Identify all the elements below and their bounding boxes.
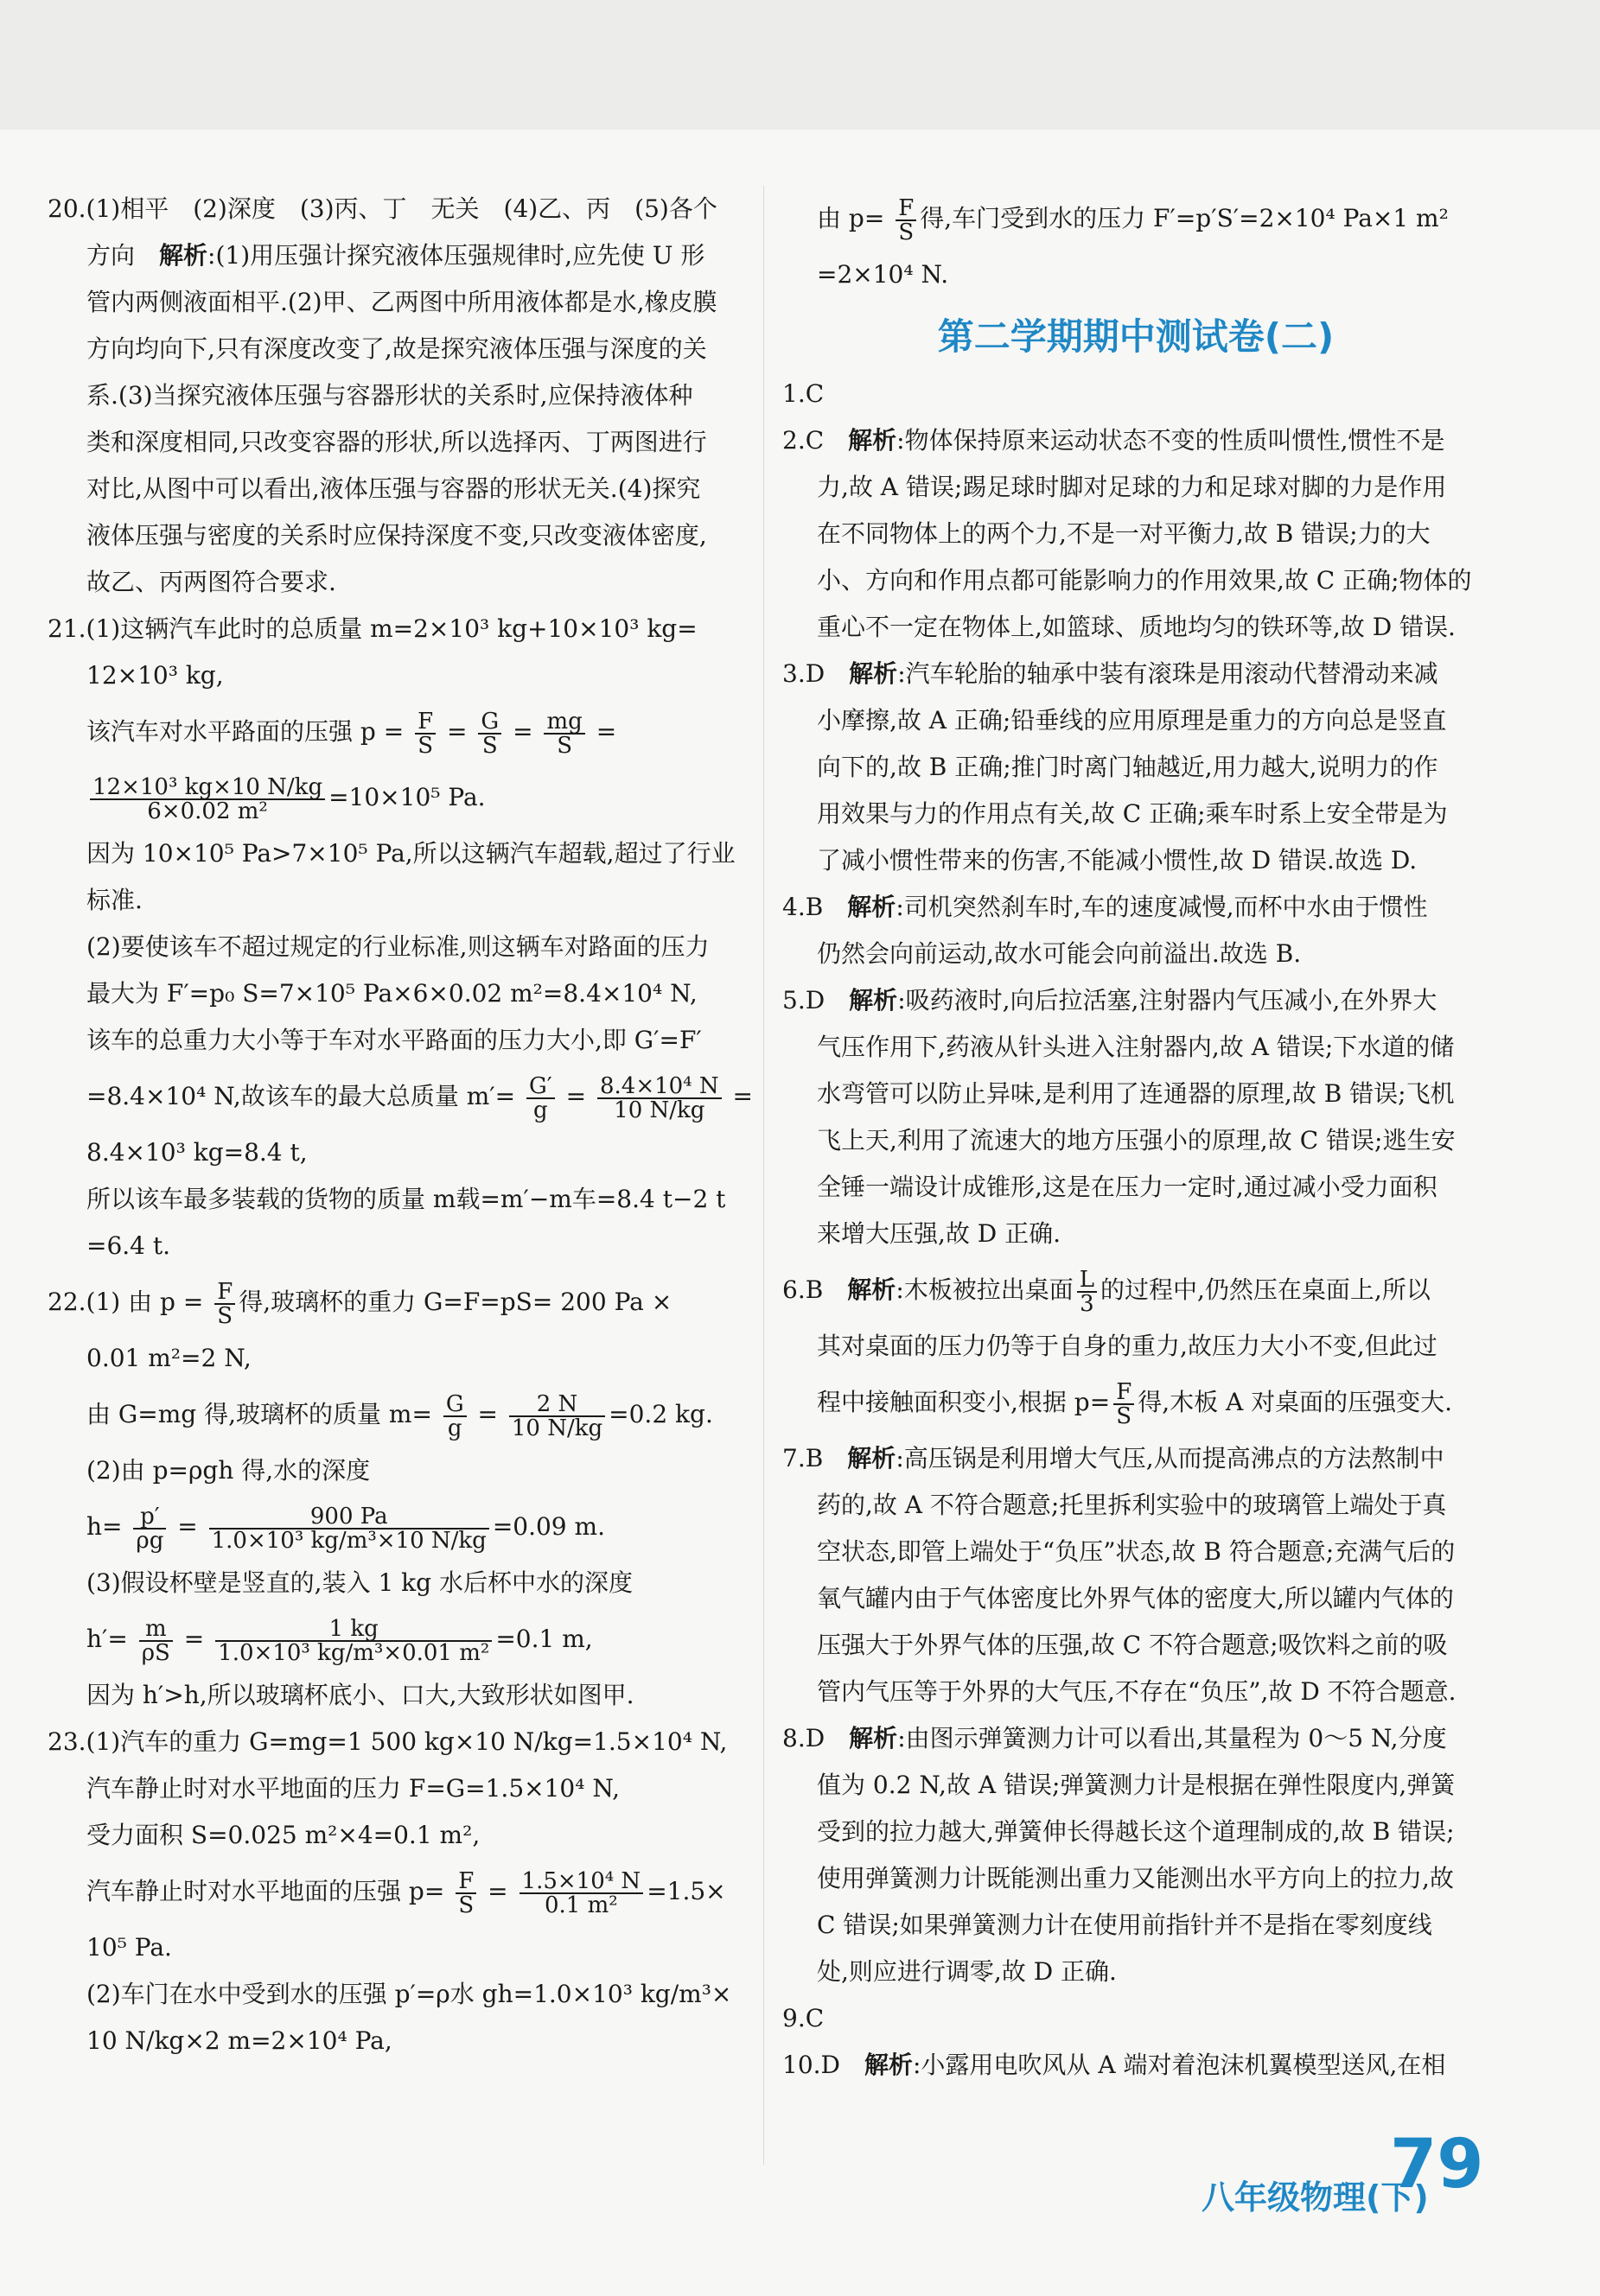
fraction: $\frac{1 kg}{\text{1.0×10³ kg/m³×0.01 m²}}$: [215, 1618, 492, 1664]
analysis-label: 解析: [848, 426, 897, 455]
answer-2: 小、方向和作用点都可能影响力的作用效果,故 C 正确;物体的: [817, 566, 1472, 595]
answer-2: 力,故 A 错误;踢足球时脚对足球的力和足球对脚的力是作用: [817, 473, 1447, 501]
answer-4: 4.B 解析:司机突然刹车时,车的速度减慢,而杯中水由于惯性: [782, 893, 1428, 921]
answer-6: 其对桌面的压力仍等于自身的重力,故压力大小不变,但此过: [817, 1332, 1437, 1360]
q23-line: 汽车静止时对水平地面的压力 F=G=1.5×10⁴ N,: [86, 1774, 620, 1803]
fraction: $\frac{G}{g}$: [443, 1393, 467, 1440]
q21-line: 因为 10×10⁵ Pa>7×10⁵ Pa,所以这辆汽车超载,超过了行业: [86, 839, 736, 868]
q20-line: 管内两侧液面相平.(2)甲、乙两图中所用液体都是水,橡皮膜: [86, 288, 717, 316]
fraction: $\frac{F}{S}$: [415, 710, 436, 757]
continuation-line: =2×10⁴ N.: [817, 260, 949, 289]
answer-4: 仍然会向前运动,故水可能会向前溢出.故选 B.: [817, 939, 1302, 968]
q21-line: 所以该车最多装载的货物的质量 m载=m′−m车=8.4 t−2 t: [86, 1185, 726, 1213]
q22-line: 因为 h′>h,所以玻璃杯底小、口大,大致形状如图甲.: [86, 1681, 634, 1709]
analysis-label: 解析: [864, 2051, 913, 2079]
q23-line: (2)车门在水中受到水的压强 p′=ρ水 gh=1.0×10³ kg/m³×: [86, 1980, 732, 2008]
q21-line: 标准.: [86, 886, 143, 914]
q22-line: 0.01 m²=2 N,: [86, 1344, 252, 1372]
q20-line: 方向均向下,只有深度改变了,故是探究液体压强与深度的关: [86, 334, 707, 363]
fraction: $\frac{G'}{g}$: [526, 1075, 555, 1122]
left-column: [48, 186, 753, 2064]
fraction: $\frac{\text{12×10³ kg×10 N/kg}}{\text{6×0.02 m²}}$: [90, 776, 325, 823]
fraction: $\frac{F}{S}$: [456, 1870, 476, 1917]
answer-5: 飞上天,利用了流速大的地方压强小的原理,故 C 错误;逃生安: [817, 1126, 1456, 1154]
fraction: $\frac{L}{3}$: [1077, 1269, 1097, 1315]
q21-line: =6.4 t.: [86, 1231, 171, 1260]
answer-7: 压强大于外界气体的压强,故 C 不符合题意;吸饮料之前的吸: [817, 1631, 1448, 1659]
q21-formula: $\frac{\text{12×10³ kg×10 N/kg}}{\text{6×0.02 m²}}$ =10×10⁵ Pa.: [48, 765, 743, 830]
answer-8: 8.D 解析:由图示弹簧测力计可以看出,其量程为 0～5 N,分度: [782, 1724, 1447, 1752]
q21-line: 21.(1)这辆汽车此时的总质量 m=2×10³ kg+10×10³ kg=: [48, 614, 698, 643]
column-divider: [763, 186, 764, 2165]
answer-7: 药的,故 A 不符合题意;托里拆利实验中的玻璃管上端处于真: [817, 1491, 1447, 1519]
analysis-label: 解析: [847, 893, 896, 921]
answer-5: 全锤一端设计成锥形,这是在压力一定时,通过减小受力面积: [817, 1173, 1437, 1201]
fraction: $\frac{900 Pa}{\text{1.0×10³ kg/m³×10 N/kg}}$: [209, 1505, 489, 1552]
q20-line: 系.(3)当探究液体压强与容器形状的关系时,应保持液体种: [86, 381, 693, 410]
analysis-label: 解析: [849, 1724, 898, 1752]
q22-line: (3)假设杯壁是竖直的,装入 1 kg 水后杯中水的深度: [86, 1568, 633, 1597]
answer-2: 在不同物体上的两个力,不是一对平衡力,故 B 错误;力的大: [817, 519, 1431, 548]
answer-2: 2.C 解析:物体保持原来运动状态不变的性质叫惯性,惯性不是: [782, 426, 1445, 455]
continuation-formula: 由 p= $\frac{F}{S}$ 得,车门受到水的压力 F′=p′S′=2×10⁴ Pa×1 m²: [817, 194, 1449, 245]
q21-line: 该车的总重力大小等于车对水平路面的压力大小,即 G′=F′: [86, 1026, 702, 1054]
analysis-label: 解析: [847, 1275, 896, 1304]
q21-formula: =8.4×10⁴ N,故该车的最大总质量 m′= $\frac{G'}{g}$ = $\frac{\text{8.4×10⁴ N}}{10 N/kg}$ =: [86, 1072, 753, 1123]
q23-line: 10 N/kg×2 m=2×10⁴ Pa,: [86, 2026, 392, 2055]
answer-2: 重心不一定在物体上,如篮球、质地均匀的铁环等,故 D 错误.: [817, 613, 1456, 641]
fraction: $\frac{p'}{\rho g}$: [133, 1505, 166, 1552]
q20-line: 类和深度相同,只改变容器的形状,所以选择丙、丁两图进行: [86, 428, 707, 456]
q21-line: (2)要使该车不超过规定的行业标准,则这辆车对路面的压力: [86, 932, 710, 961]
answer-8: 值为 0.2 N,故 A 错误;弹簧测力计是根据在弹性限度内,弹簧: [817, 1771, 1456, 1799]
fraction: $\frac{F}{S}$: [896, 197, 916, 244]
answer-6: 程中接触面积变小,根据 p= $\frac{F}{S}$ 得,木板 A 对桌面的压强变大.: [817, 1378, 1453, 1429]
analysis-label: 解析: [847, 1444, 896, 1472]
fraction: $\frac{F}{S}$: [1113, 1381, 1134, 1428]
answer-5: 水弯管可以防止异味,是利用了连通器的原理,故 B 错误;飞机: [817, 1079, 1455, 1108]
answer-1: 1.C: [782, 379, 825, 408]
q23-line: 10⁵ Pa.: [86, 1933, 172, 1962]
answer-7: 氧气罐内由于气体密度比外界气体的密度大,所以罐内气体的: [817, 1584, 1454, 1612]
fraction: $\frac{F}{S}$: [214, 1281, 235, 1327]
answer-8: 使用弹簧测力计既能测出重力又能测出水平方向上的拉力,故: [817, 1864, 1454, 1892]
answer-3: 向下的,故 B 正确;推门时离门轴越近,用力越大,说明力的作: [817, 753, 1438, 781]
q20-line: 对比,从图中可以看出,液体压强与容器的形状无关.(4)探究: [86, 474, 701, 503]
answer-6: 6.B 解析:木板被拉出桌面 $\frac{L}{3}$ 的过程中,仍然压在桌面上,所以: [782, 1266, 1431, 1317]
q23-line: 受力面积 S=0.025 m²×4=0.1 m²,: [86, 1821, 481, 1849]
answer-8: 处,则应进行调零,故 D 正确.: [817, 1957, 1117, 1986]
answer-7: 管内气压等于外界的大气压,不存在“负压”,故 D 不符合题意.: [817, 1677, 1457, 1706]
q22-line: (2)由 p=ρgh 得,水的深度: [86, 1456, 371, 1485]
q21-formula: 该汽车对水平路面的压强 p = $\frac{F}{S}$ = $\frac{G}{S}$ = $\frac{mg}{S}$ =: [86, 708, 617, 759]
top-band: [0, 0, 1600, 130]
answer-3: 用效果与力的作用点有关,故 C 正确;乘车时系上安全带是为: [817, 799, 1448, 828]
q20-line: 液体压强与密度的关系时应保持深度不变,只改变液体密度,: [86, 521, 707, 550]
fraction: $\frac{m}{\rho S}$: [139, 1618, 173, 1664]
q22-formula: h′= $\frac{m}{\rho S}$ = $\frac{1 kg}{\text{1.0×10³ kg/m³×0.01 m²}}$ =0.1 m,: [86, 1615, 593, 1666]
analysis-label: 解析: [849, 659, 898, 688]
q20-line: 方向 解析:(1)用压强计探究液体压强规律时,应先使 U 形: [86, 241, 705, 270]
page-number: 79: [1390, 2126, 1484, 2204]
answer-8: C 错误;如果弹簧测力计在使用前指针并不是指在零刻度线: [817, 1911, 1432, 1939]
fraction: $\frac{mg}{S}$: [544, 710, 584, 757]
q22-formula: 由 G=mg 得,玻璃杯的质量 m= $\frac{G}{g}$ = $\frac{2 N}{10 N/kg}$ =0.2 kg.: [86, 1390, 713, 1441]
q22-formula: 22.(1) 由 p = $\frac{F}{S}$ 得,玻璃杯的重力 G=F=pS= 200 Pa ×: [48, 1278, 673, 1329]
q21-line: 最大为 F′=p₀ S=7×10⁵ Pa×6×0.02 m²=8.4×10⁴ N,: [86, 979, 698, 1008]
answer-5: 5.D 解析:吸药液时,向后拉活塞,注射器内气压减小,在外界大: [782, 986, 1437, 1014]
answer-7: 7.B 解析:高压锅是利用增大气压,从而提高沸点的方法熬制中: [782, 1444, 1444, 1472]
fraction: $\frac{G}{S}$: [478, 710, 501, 757]
q21-line: 12×10³ kg,: [86, 661, 224, 690]
q20-line: 20.(1)相平 (2)深度 (3)丙、丁 无关 (4)乙、丙 (5)各个: [48, 194, 717, 223]
answer-5: 气压作用下,药液从针头进入注射器内,故 A 错误;下水道的储: [817, 1033, 1455, 1061]
footer-subject-label: 八年级物理(下): [1202, 2178, 1429, 2216]
q21-line: 8.4×10³ kg=8.4 t,: [86, 1138, 308, 1167]
answer-8: 受到的拉力越大,弹簧伸长得越长这个道理制成的,故 B 错误;: [817, 1817, 1455, 1846]
q23-formula: 汽车静止时对水平地面的压强 p= $\frac{F}{S}$ = $\frac{\text{1.5×10⁴ N}}{\text{0.1 m²}}$ =1.5×: [86, 1867, 726, 1918]
answer-3: 了减小惯性带来的伤害,不能减小惯性,故 D 错误.故选 D.: [817, 846, 1418, 875]
answer-9: 9.C: [782, 2004, 825, 2032]
answer-3: 小摩擦,故 A 正确;铅垂线的应用原理是重力的方向总是竖直: [817, 706, 1447, 735]
fraction: $\frac{\text{1.5×10⁴ N}}{\text{0.1 m²}}$: [520, 1870, 644, 1917]
answer-5: 来增大压强,故 D 正确.: [817, 1219, 1061, 1248]
answer-10: 10.D 解析:小露用电吹风从 A 端对着泡沫机翼模型送风,在相: [782, 2051, 1446, 2079]
answer-3: 3.D 解析:汽车轮胎的轴承中装有滚珠是用滚动代替滑动来减: [782, 659, 1438, 688]
analysis-label: 解析: [159, 241, 208, 270]
analysis-label: 解析: [849, 986, 898, 1014]
q20-line: 故乙、丙两图符合要求.: [86, 568, 336, 596]
right-column: [782, 186, 1489, 2089]
section-title: 第二学期期中测试卷(二): [937, 315, 1335, 358]
fraction: $\frac{\text{8.4×10⁴ N}}{10 N/kg}$: [597, 1075, 722, 1122]
q22-formula: h= $\frac{p'}{\rho g}$ = $\frac{900 Pa}{\text{1.0×10³ kg/m³×10 N/kg}}$ =0.09 m.: [86, 1503, 605, 1554]
q23-line: 23.(1)汽车的重力 G=mg=1 500 kg×10 N/kg=1.5×10⁴ N,: [48, 1727, 728, 1756]
fraction: $\frac{2 N}{10 N/kg}$: [509, 1393, 605, 1440]
answer-7: 空状态,即管上端处于“负压”状态,故 B 符合题意;充满气后的: [817, 1537, 1456, 1566]
